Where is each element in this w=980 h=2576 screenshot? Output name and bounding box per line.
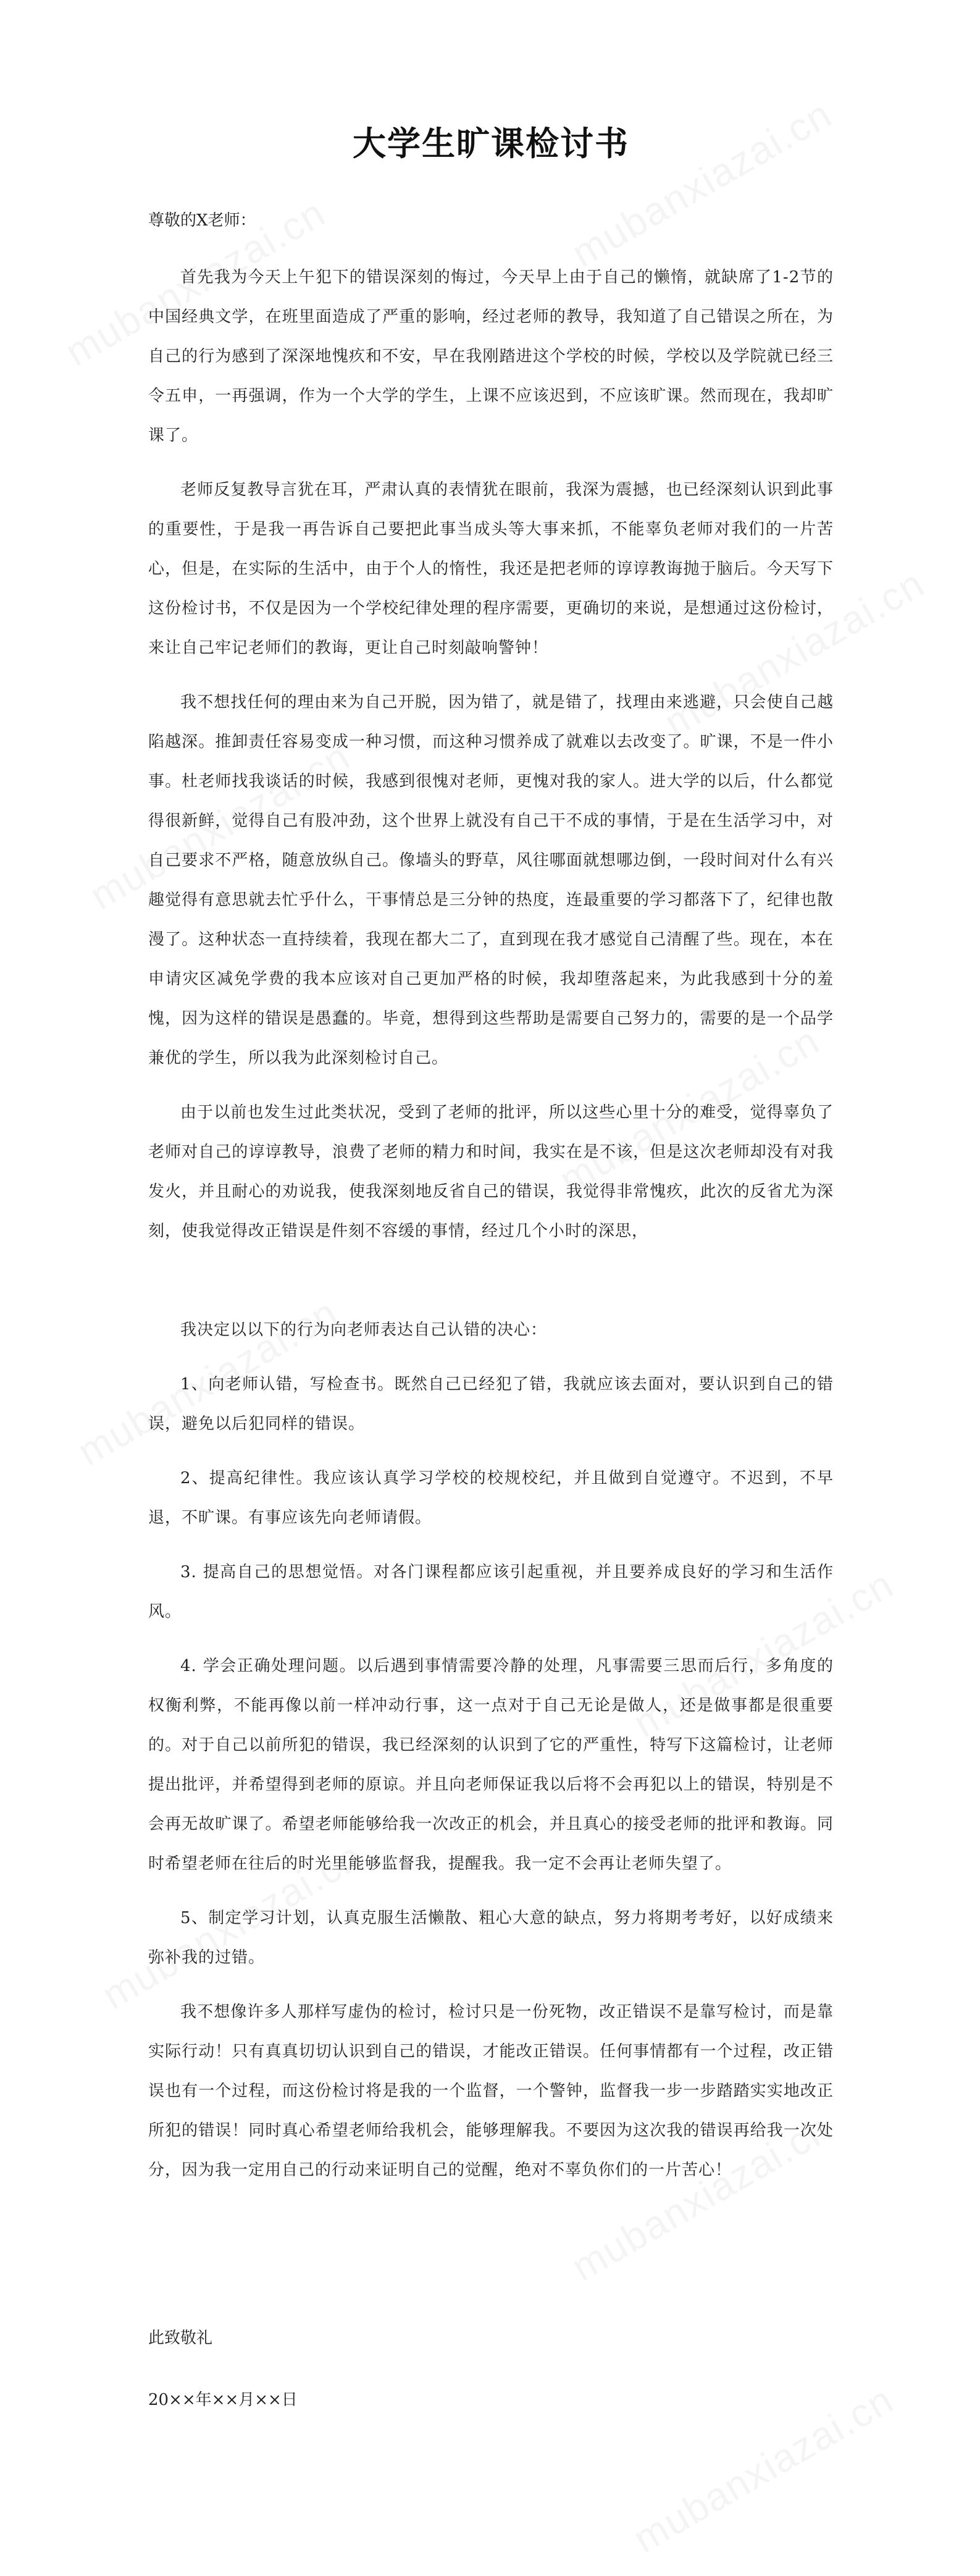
- greeting: 尊敬的X老师：: [148, 211, 256, 230]
- resolution-item: 3. 提高自己的思想觉悟。对各门课程都应该引起重视，并且要养成良好的学习和生活作风。: [148, 1563, 834, 1621]
- body-paragraph: 由于以前也发生过此类状况，受到了老师的批评，所以这些心里十分的难受，觉得辜负了老师对自己的谆谆教导，浪费了老师的精力和时间，我实在是不该，但是这次老师却没有对我发火，并且耐心的劝说我，使我深刻地反省自己的错误，我觉得非常愧疚，此次的反省尤为深刻，使我觉得改正错误是件刻不容缓的事情，经过几个小时的深思，: [148, 1103, 834, 1240]
- final-paragraph: 我不想像许多人那样写虚伪的检讨，检讨只是一份死物，改正错误不是靠写检讨，而是靠实际行动！只有真真切切认识到自己的错误，才能改正错误。任何事情都有一个过程，改正错误也有一个过程，而这份检讨将是我的一个监督，一个警钟，监督我一步一步踏踏实实地改正所犯的错误！同时真心希望老师给我机会，能够理解我。不要因为这次我的错误再给我一次处分，因为我一定用自己的行动来证明自己的觉醒，绝对不辜负你们的一片苦心！: [148, 2003, 834, 2179]
- resolution-item: 1、向老师认错，写检查书。既然自己已经犯了错，我就应该去面对，要认识到自己的错误，避免以后犯同样的错误。: [148, 1375, 834, 1433]
- body-paragraph: 我不想找任何的理由来为自己开脱，因为错了，就是错了，找理由来逃避，只会使自己越陷越深。推卸责任容易变成一种习惯，而这种习惯养成了就难以去改变了。旷课，不是一件小事。杜老师找我谈话的时候，我感到很愧对老师，更愧对我的家人。进大学的以后，什么都觉得很新鲜，觉得自己有股冲劲，这个世界上就没有自己干不成的事情，于是在生活学习中，对自己要求不严格，随意放纵自己。像墙头的野草，风往哪面就想哪边倒，一段时间对什么有兴趣觉得有意思就去忙乎什么，干事情总是三分钟的热度，连最重要的学习都落下了，纪律也散漫了。这种状态一直持续着，我现在都大二了，直到现在我才感觉自己清醒了些。现在，本在申请灾区减免学费的我本应该对自己更加严格的时候，我却堕落起来，为此我感到十分的羞愧，因为这样的错误是愚蠢的。毕竟，想得到这些帮助是需要自己努力的，需要的是一个品学兼优的学生，所以我为此深刻检讨自己。: [148, 693, 834, 1067]
- document-title: 大学生旷课检讨书: [353, 124, 629, 163]
- document-page: [148, 117, 834, 2412]
- resolution-item: 2、提高纪律性。我应该认真学习学校的校规校纪，并且做到自觉遵守。不迟到，不早退，不旷课。有事应该先向老师请假。: [148, 1469, 834, 1527]
- resolution-lead: 我决定以以下的行为向老师表达自己认错的决心：: [180, 1321, 548, 1339]
- signature-date: 20××年××月××日: [148, 2391, 298, 2409]
- body-paragraph: 老师反复教导言犹在耳，严肃认真的表情犹在眼前，我深为震撼，也已经深刻认识到此事的重要性，于是我一再告诉自己要把此事当成头等大事来抓，不能辜负老师对我们的一片苦心，但是，在实际的生活中，由于个人的惰性，我还是把老师的谆谆教诲抛于脑后。今天写下这份检讨书，不仅是因为一个学校纪律处理的程序需要，更确切的来说，是想通过这份检讨，来让自己牢记老师们的教诲，更让自己时刻敲响警钟！: [148, 481, 834, 657]
- resolution-item: 4. 学会正确处理问题。以后遇到事情需要冷静的处理，凡事需要三思而后行，多角度的权衡利弊，不能再像以前一样冲动行事，这一点对于自己无论是做人，还是做事都是很重要的。对于自己以前所犯的错误，我已经深刻的认识到了它的严重性，特写下这篇检讨，让老师提出批评，并希望得到老师的原谅。并且向老师保证我以后将不会再犯以上的错误，特别是不会再无故旷课了。希望老师能够给我一次改正的机会，并且真心的接受老师的批评和教诲。同时希望老师在往后的时光里能够监督我，提醒我。我一定不会再让老师失望了。: [148, 1657, 834, 1873]
- resolution-item: 5、制定学习计划，认真克服生活懒散、粗心大意的缺点，努力将期考考好，以好成绩来弥补我的过错。: [148, 1909, 834, 1967]
- closing-salutation: 此致敬礼: [148, 2329, 213, 2347]
- body-paragraph: 首先我为今天上午犯下的错误深刻的悔过，今天早上由于自己的懒惰，就缺席了1-2节的中国经典文学，在班里面造成了严重的影响，经过老师的教导，我知道了自己错误之所在，为自己的行为感到了深深地愧疚和不安，早在我刚踏进这个学校的时候，学校以及学院就已经三令五申，一再强调，作为一个大学的学生，上课不应该迟到，不应该旷课。然而现在，我却旷课了。: [148, 268, 834, 445]
